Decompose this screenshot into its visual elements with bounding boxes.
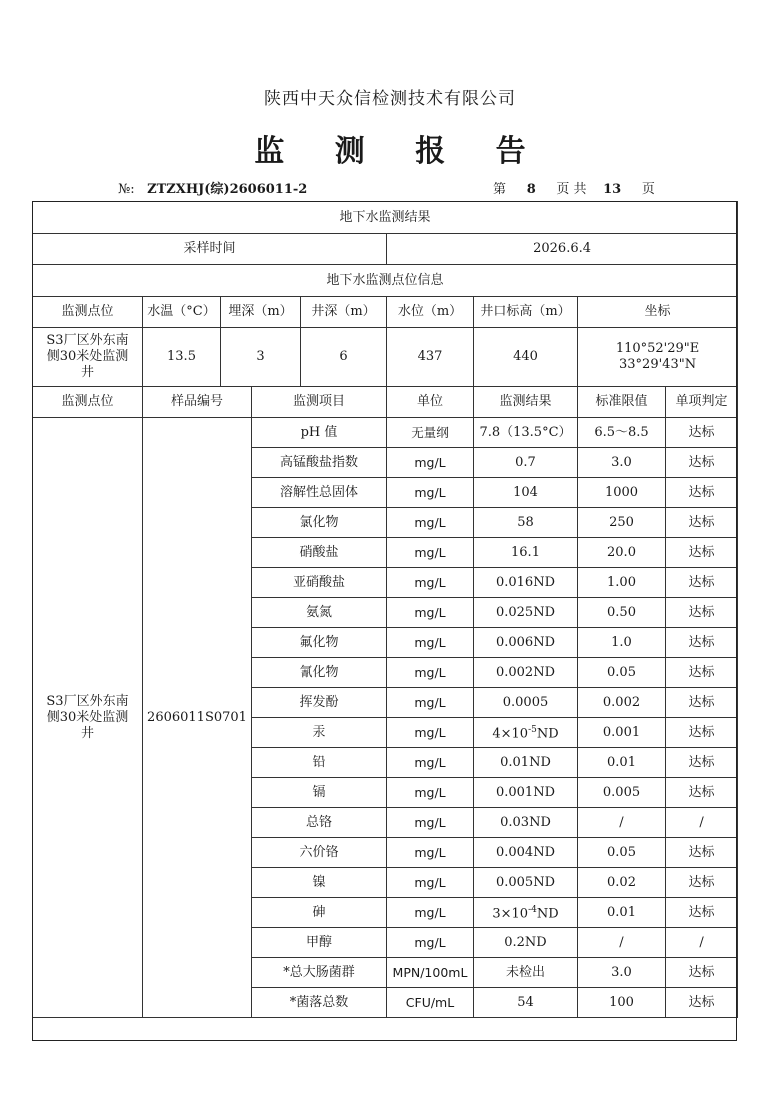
page-current: 8 xyxy=(526,182,536,197)
unit-cell: mg/L xyxy=(387,778,474,808)
result-cell: 0.001ND xyxy=(474,778,578,808)
coordinate-east: 110°52'29"E xyxy=(615,341,700,356)
result-cell xyxy=(474,898,578,928)
limit-cell: 20.0 xyxy=(578,538,666,568)
company-name: 陕西中天众信检测技术有限公司 xyxy=(264,89,516,109)
result-header-location: 监测点位 xyxy=(33,387,143,418)
result-cell: 104 xyxy=(474,478,578,508)
limit-cell: 100 xyxy=(578,988,666,1018)
unit-cell: mg/L xyxy=(387,448,474,478)
judge-cell: 达标 xyxy=(666,898,738,928)
item-cell: 镉 xyxy=(252,778,387,808)
result-header-judge: 单项判定 xyxy=(666,387,738,418)
report-number-label: №: xyxy=(118,182,135,197)
item-cell: 总铬 xyxy=(252,808,387,838)
item-cell: 硝酸盐 xyxy=(252,538,387,568)
judge-cell: 达标 xyxy=(666,658,738,688)
limit-cell: 0.002 xyxy=(578,688,666,718)
item-cell: 砷 xyxy=(252,898,387,928)
item-cell: 六价铬 xyxy=(252,838,387,868)
judge-cell: 达标 xyxy=(666,478,738,508)
judge-cell: 达标 xyxy=(666,868,738,898)
report-number xyxy=(118,178,307,197)
report-title: 监 测 报 告 xyxy=(254,134,546,169)
table-row xyxy=(33,418,738,448)
sampling-time-label: 采样时间 xyxy=(33,234,387,265)
unit-cell: mg/L xyxy=(387,688,474,718)
limit-cell: 0.01 xyxy=(578,898,666,928)
result-header-item: 监测项目 xyxy=(252,387,387,418)
result-cell: 0.006ND xyxy=(474,628,578,658)
result-exponent: -5 xyxy=(528,725,537,736)
judge-cell: 达标 xyxy=(666,748,738,778)
results-table xyxy=(32,201,738,1018)
judge-cell: 达标 xyxy=(666,958,738,988)
result-base: 4×10 xyxy=(492,726,529,742)
point-elevation: 440 xyxy=(474,328,578,387)
unit-cell: 无量纲 xyxy=(387,418,474,448)
item-cell: 高锰酸盐指数 xyxy=(252,448,387,478)
unit-cell: mg/L xyxy=(387,508,474,538)
page-suffix: 页 xyxy=(641,182,655,197)
limit-cell: 0.02 xyxy=(578,868,666,898)
limit-cell: 6.5～8.5 xyxy=(578,418,666,448)
unit-cell: mg/L xyxy=(387,538,474,568)
point-location: S3厂区外东南侧30米处监测井 xyxy=(33,328,143,387)
item-cell: 汞 xyxy=(252,718,387,748)
limit-cell: / xyxy=(578,808,666,838)
result-suffix: ND xyxy=(536,906,559,922)
point-header-burial: 埋深（m） xyxy=(221,297,301,328)
item-cell: *菌落总数 xyxy=(252,988,387,1018)
limit-cell: / xyxy=(578,928,666,958)
unit-cell: mg/L xyxy=(387,568,474,598)
unit-cell: mg/L xyxy=(387,868,474,898)
item-cell: 氯化物 xyxy=(252,508,387,538)
coordinate-north: 33°29'43"N xyxy=(619,357,697,372)
result-cell: 54 xyxy=(474,988,578,1018)
result-suffix: ND xyxy=(536,726,559,742)
result-header-limit: 标准限值 xyxy=(578,387,666,418)
unit-cell: CFU/mL xyxy=(387,988,474,1018)
section-title: 地下水监测结果 xyxy=(33,202,738,234)
report-number-value: ZTZXHJ(综)2606011-2 xyxy=(147,182,308,197)
limit-cell: 0.50 xyxy=(578,598,666,628)
result-cell: 0.03ND xyxy=(474,808,578,838)
item-cell: 溶解性总固体 xyxy=(252,478,387,508)
point-coordinate xyxy=(578,328,738,387)
result-cell: 0.025ND xyxy=(474,598,578,628)
judge-cell: 达标 xyxy=(666,448,738,478)
item-cell: 氨氮 xyxy=(252,598,387,628)
unit-cell: mg/L xyxy=(387,838,474,868)
judge-cell: / xyxy=(666,808,738,838)
judge-cell: 达标 xyxy=(666,418,738,448)
point-header-temp: 水温（°C） xyxy=(143,297,221,328)
sample-number: 2606011S0701 xyxy=(143,418,252,1018)
judge-cell: 达标 xyxy=(666,628,738,658)
item-cell: 氰化物 xyxy=(252,658,387,688)
limit-cell: 1.0 xyxy=(578,628,666,658)
result-cell: 0.005ND xyxy=(474,868,578,898)
item-cell: pH 值 xyxy=(252,418,387,448)
result-header-result: 监测结果 xyxy=(474,387,578,418)
point-info-title: 地下水监测点位信息 xyxy=(33,265,738,297)
result-cell: 0.002ND xyxy=(474,658,578,688)
judge-cell: 达标 xyxy=(666,568,738,598)
point-header-water-level: 水位（m） xyxy=(387,297,474,328)
point-header-coordinate: 坐标 xyxy=(578,297,738,328)
judge-cell: 达标 xyxy=(666,778,738,808)
unit-cell: mg/L xyxy=(387,898,474,928)
page-indicator xyxy=(493,178,655,197)
result-cell: 0.01ND xyxy=(474,748,578,778)
point-header-location: 监测点位 xyxy=(33,297,143,328)
item-cell: 氟化物 xyxy=(252,628,387,658)
unit-cell: mg/L xyxy=(387,808,474,838)
result-base: 3×10 xyxy=(492,906,529,922)
limit-cell: 3.0 xyxy=(578,958,666,988)
result-cell xyxy=(474,718,578,748)
result-cell: 7.8（13.5°C） xyxy=(474,418,578,448)
item-cell: 镍 xyxy=(252,868,387,898)
result-cell: 0.016ND xyxy=(474,568,578,598)
limit-cell: 0.05 xyxy=(578,658,666,688)
limit-cell: 1000 xyxy=(578,478,666,508)
judge-cell: 达标 xyxy=(666,688,738,718)
item-cell: 亚硝酸盐 xyxy=(252,568,387,598)
item-cell: 甲醇 xyxy=(252,928,387,958)
unit-cell: MPN/100mL xyxy=(387,958,474,988)
result-cell: 0.2ND xyxy=(474,928,578,958)
unit-cell: mg/L xyxy=(387,748,474,778)
unit-cell: mg/L xyxy=(387,658,474,688)
item-cell: 铅 xyxy=(252,748,387,778)
limit-cell: 3.0 xyxy=(578,448,666,478)
point-header-well-depth: 井深（m） xyxy=(301,297,387,328)
result-cell: 58 xyxy=(474,508,578,538)
result-cell: 0.0005 xyxy=(474,688,578,718)
point-header-elevation: 井口标高（m） xyxy=(474,297,578,328)
point-water-level: 437 xyxy=(387,328,474,387)
page-total: 13 xyxy=(603,182,622,197)
sampling-time-value: 2026.6.4 xyxy=(387,234,738,265)
judge-cell: / xyxy=(666,928,738,958)
judge-cell: 达标 xyxy=(666,508,738,538)
page-mid: 页 共 xyxy=(556,182,587,197)
unit-cell: mg/L xyxy=(387,928,474,958)
result-cell: 0.004ND xyxy=(474,838,578,868)
point-burial: 3 xyxy=(221,328,301,387)
judge-cell: 达标 xyxy=(666,838,738,868)
unit-cell: mg/L xyxy=(387,478,474,508)
result-rows xyxy=(33,418,738,1018)
point-temp: 13.5 xyxy=(143,328,221,387)
result-header-sample-no: 样品编号 xyxy=(143,387,252,418)
item-cell: *总大肠菌群 xyxy=(252,958,387,988)
limit-cell: 0.001 xyxy=(578,718,666,748)
point-well-depth: 6 xyxy=(301,328,387,387)
judge-cell: 达标 xyxy=(666,598,738,628)
limit-cell: 1.00 xyxy=(578,568,666,598)
unit-cell: mg/L xyxy=(387,628,474,658)
result-location: S3厂区外东南侧30米处监测井 xyxy=(33,418,143,1018)
item-cell: 挥发酚 xyxy=(252,688,387,718)
judge-cell: 达标 xyxy=(666,988,738,1018)
judge-cell: 达标 xyxy=(666,538,738,568)
unit-cell: mg/L xyxy=(387,718,474,748)
result-cell: 未检出 xyxy=(474,958,578,988)
limit-cell: 0.05 xyxy=(578,838,666,868)
result-exponent: -4 xyxy=(528,905,537,916)
limit-cell: 250 xyxy=(578,508,666,538)
unit-cell: mg/L xyxy=(387,598,474,628)
result-cell: 0.7 xyxy=(474,448,578,478)
result-cell: 16.1 xyxy=(474,538,578,568)
page-prefix: 第 xyxy=(493,182,507,197)
limit-cell: 0.01 xyxy=(578,748,666,778)
judge-cell: 达标 xyxy=(666,718,738,748)
result-header-unit: 单位 xyxy=(387,387,474,418)
limit-cell: 0.005 xyxy=(578,778,666,808)
